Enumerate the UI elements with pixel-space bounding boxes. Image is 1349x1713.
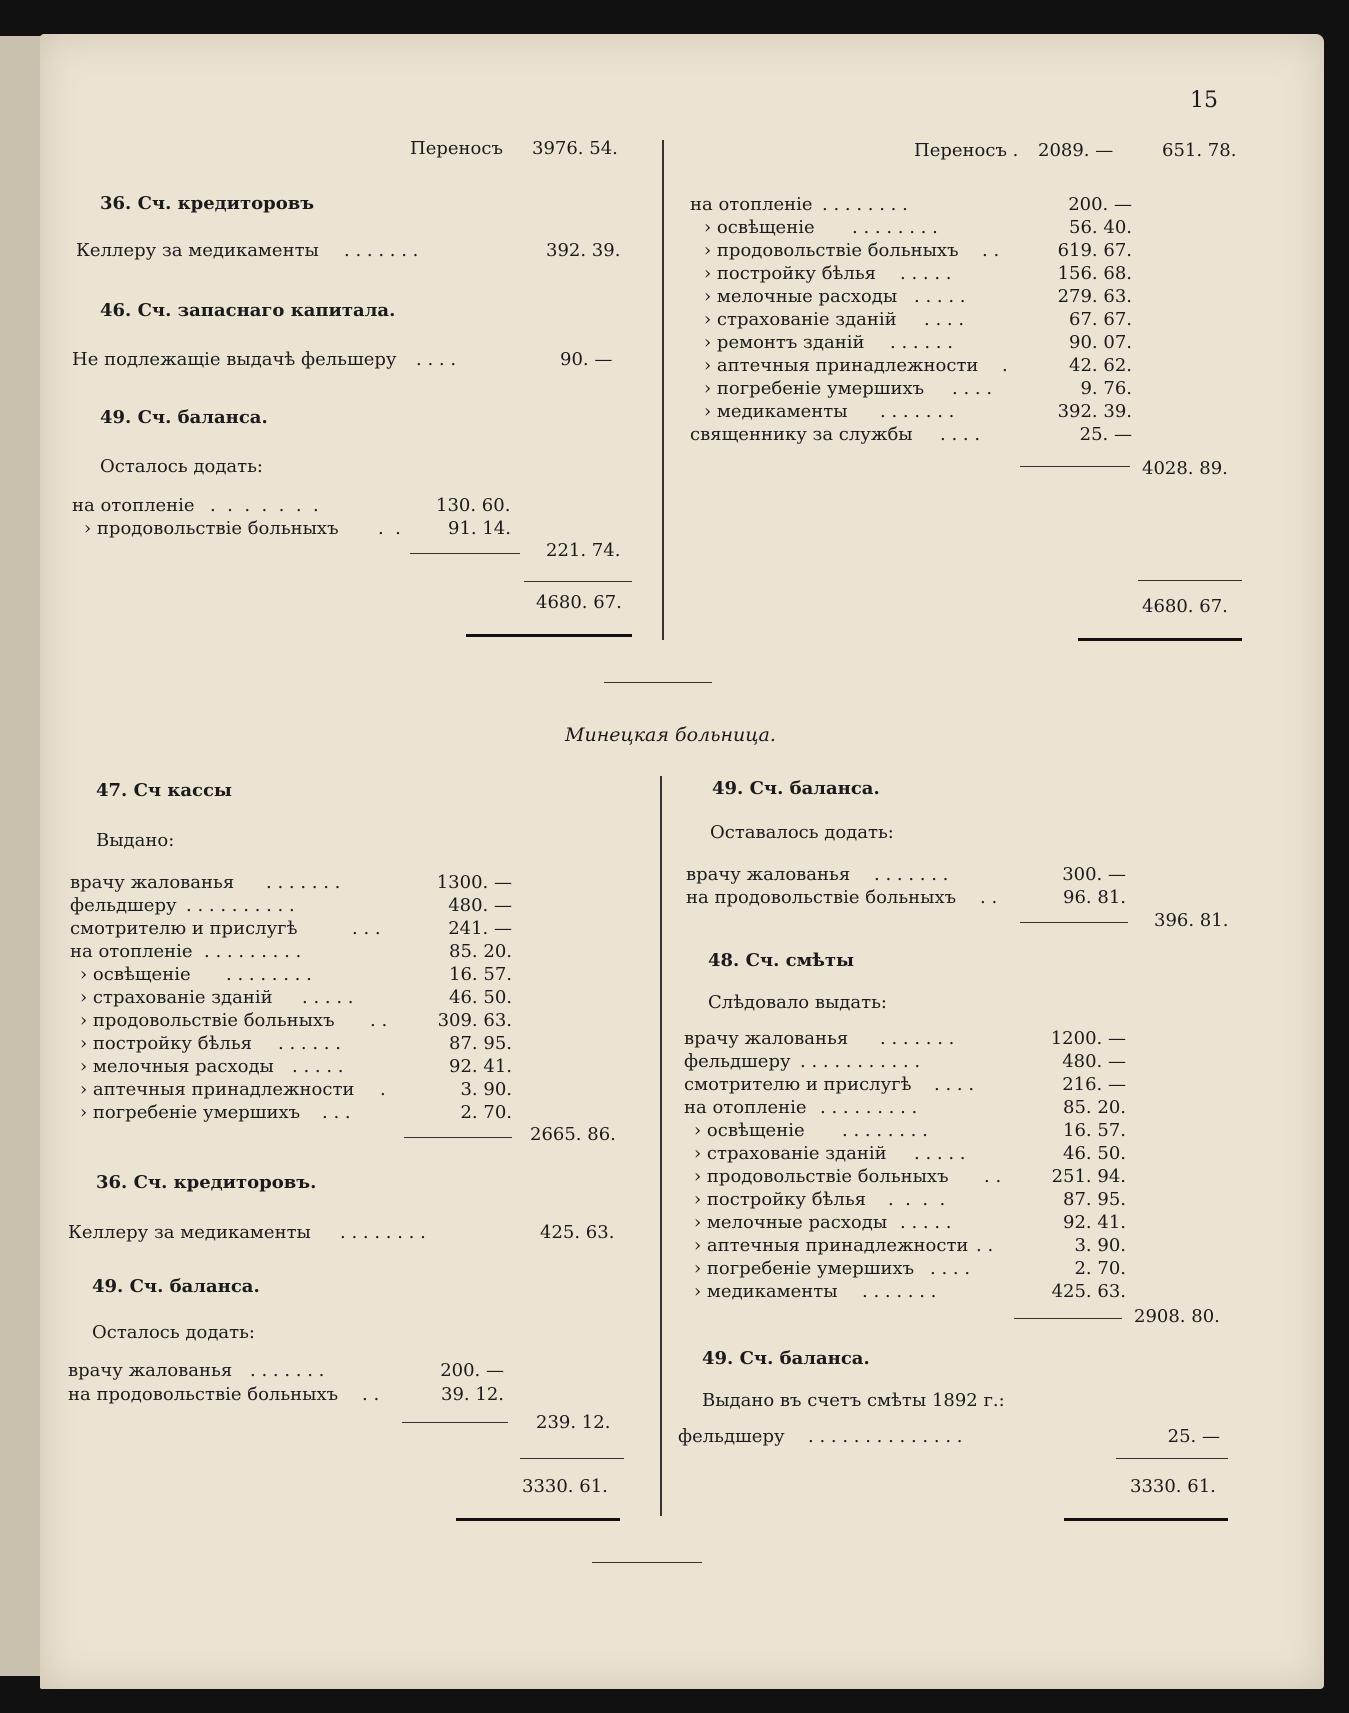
top-right-row: › мелочные расходы	[704, 286, 898, 307]
leader-dots: . . . .	[888, 1189, 946, 1210]
top-left-keller: Келлеру за медикаменты	[76, 240, 319, 261]
top-right-row: › ремонтъ зданій	[704, 332, 865, 353]
bottom-right-feldsheru: фельдшеру	[678, 1426, 785, 1447]
top-right-row-amount: 279. 63.	[1057, 286, 1132, 307]
bottom-left-row-amount: 3. 90.	[460, 1079, 512, 1100]
double-rule	[1078, 638, 1242, 641]
top-right-row-amount: 56. 40.	[1069, 217, 1132, 238]
leader-dots: . . . . . . .	[344, 240, 419, 261]
leader-dots: . .	[370, 1010, 388, 1031]
top-left-total: 4680. 67.	[536, 592, 622, 613]
leader-dots: . . . . . . . .	[842, 1120, 928, 1141]
leader-dots: . . . . . . . .	[822, 194, 908, 215]
top-left-row: › продовольствіе больныхъ	[84, 518, 339, 539]
top-right-row: священнику за службы	[690, 424, 913, 445]
bottom-right-acc49b: 49. Сч. баланса.	[702, 1348, 870, 1369]
leader-dots: . . . . . . . .	[340, 1222, 426, 1243]
top-left-ne-podl-amount: 90. —	[560, 349, 613, 370]
leader-dots: . . . . . . .	[250, 1360, 325, 1381]
double-rule	[456, 1518, 620, 1521]
top-left-perenos-amount: 3976. 54.	[532, 138, 618, 159]
bottom-left-row: › мелочныя расходы	[80, 1056, 274, 1077]
bottom-left-ostalos: Осталось додать:	[92, 1322, 255, 1343]
leader-dots: . .	[980, 887, 998, 908]
bottom-right-row2: смотрителю и прислугѣ	[684, 1074, 912, 1095]
bottom-left-row2: врачу жалованья	[68, 1360, 233, 1381]
rule	[520, 1458, 624, 1459]
bottom-left-row: на отопленіе	[70, 941, 193, 962]
bottom-right-row2-amount: 251. 94.	[1051, 1166, 1126, 1187]
top-left-acc49: 49. Сч. баланса.	[100, 407, 268, 428]
bottom-right-row2: на отопленіе	[684, 1097, 807, 1118]
bottom-right-row2: › аптечныя принадлежности	[694, 1235, 969, 1256]
top-right-subtotal: 4028. 89.	[1142, 458, 1228, 479]
bottom-right-row2: врачу жалованья	[684, 1028, 849, 1049]
bottom-left-row: › продовольствіе больныхъ	[80, 1010, 335, 1031]
leader-dots: . . . . . . . .	[226, 964, 312, 985]
leader-dots: .	[380, 1079, 386, 1100]
bottom-right-row2: › погребеніе умершихъ	[694, 1258, 915, 1279]
top-right-row: › аптечныя принадлежности	[704, 355, 979, 376]
top-right-row-amount: 90. 07.	[1069, 332, 1132, 353]
bottom-left-subtotal2: 239. 12.	[536, 1412, 611, 1433]
bottom-left-row: › аптечныя принадлежности	[80, 1079, 355, 1100]
bottom-left-keller: Келлеру за медикаменты	[68, 1222, 311, 1243]
top-right-row: › погребеніе умершихъ	[704, 378, 925, 399]
double-rule	[466, 634, 632, 637]
bottom-right-row2-amount: 87. 95.	[1063, 1189, 1126, 1210]
bottom-right-row2-amount: 46. 50.	[1063, 1143, 1126, 1164]
bottom-left-row2: на продовольствіе больныхъ	[68, 1384, 339, 1405]
bottom-right-row2: › продовольствіе больныхъ	[694, 1166, 949, 1187]
leader-dots: . . . . . . . . . .	[186, 895, 295, 916]
leader-dots: . .	[984, 1166, 1002, 1187]
leader-dots: . . . . . . .	[210, 495, 319, 516]
top-right-row-amount: 9. 76.	[1080, 378, 1132, 399]
leader-dots: . . . . .	[914, 286, 966, 307]
page-number: 15	[1190, 88, 1218, 113]
leader-dots: . . . .	[934, 1074, 975, 1095]
top-right-row-amount: 619. 67.	[1057, 240, 1132, 261]
bottom-left-subtotal: 2665. 86.	[530, 1124, 616, 1145]
bottom-right-row1-amount: 96. 81.	[1063, 887, 1126, 908]
bottom-left-row-amount: 241. —	[448, 918, 512, 939]
bottom-right-row2-amount: 3. 90.	[1074, 1235, 1126, 1256]
bottom-left-total: 3330. 61.	[522, 1476, 608, 1497]
rule	[1014, 1318, 1122, 1319]
bottom-right-row2: фельдшеру	[684, 1051, 791, 1072]
top-right-perenos-amount2: 651. 78.	[1162, 140, 1237, 161]
bottom-left-row: › погребеніе умершихъ	[80, 1102, 301, 1123]
leader-dots: . . . . . .	[278, 1033, 341, 1054]
leader-dots: . . . .	[940, 424, 981, 445]
top-right-row-amount: 156. 68.	[1057, 263, 1132, 284]
top-right-row: › освѣщеніе	[704, 217, 815, 238]
bottom-left-row: фельдшеру	[70, 895, 177, 916]
leader-dots: . . . . .	[292, 1056, 344, 1077]
top-right-perenos-amount: 2089. —	[1038, 140, 1114, 161]
leader-dots: . . . .	[924, 309, 965, 330]
top-right-row: на отопленіе	[690, 194, 813, 215]
bottom-right-vydano-smeta: Выдано въ счетъ смѣты 1892 г.:	[702, 1390, 1005, 1411]
leader-dots: . . . . . . .	[880, 401, 955, 422]
rule	[1138, 580, 1242, 581]
leader-dots: . . . .	[416, 349, 457, 370]
top-left-row: на отопленіе	[72, 495, 195, 516]
bottom-left-row: врачу жалованья	[70, 872, 235, 893]
leader-dots: . . .	[322, 1102, 351, 1123]
top-left-row-amount: 91. 14.	[448, 518, 511, 539]
bottom-right-row2-amount: 2. 70.	[1074, 1258, 1126, 1279]
bottom-right-row2-amount: 85. 20.	[1063, 1097, 1126, 1118]
leader-dots: . . . .	[930, 1258, 971, 1279]
top-left-ne-podl: Не подлежащіе выдачѣ фельшеру	[72, 349, 397, 370]
bottom-right-sledovalo: Слѣдовало выдать:	[708, 992, 887, 1013]
rule	[404, 1137, 512, 1138]
bottom-right-row2-amount: 480. —	[1062, 1051, 1126, 1072]
top-right-row-amount: 392. 39.	[1057, 401, 1132, 422]
bottom-right-row2: › медикаменты	[694, 1281, 838, 1302]
bottom-right-row2-amount: 1200. —	[1050, 1028, 1126, 1049]
rule	[1020, 922, 1128, 923]
bottom-right-subtotal1: 396. 81.	[1154, 910, 1229, 931]
leader-dots: . . . . .	[900, 263, 952, 284]
top-right-row-amount: 25. —	[1079, 424, 1132, 445]
bottom-right-acc48: 48. Сч. смѣты	[708, 950, 855, 971]
bottom-right-feldsheru-amount: 25. —	[1167, 1426, 1220, 1447]
top-left-ostalos: Осталось додать:	[100, 456, 263, 477]
leader-dots: . . . . .	[302, 987, 354, 1008]
leader-dots: . . .	[352, 918, 381, 939]
leader-dots: . . . . . . . . . . . . . .	[808, 1426, 963, 1447]
bottom-right-row1: на продовольствіе больныхъ	[686, 887, 957, 908]
bottom-right-row2-amount: 92. 41.	[1063, 1212, 1126, 1233]
bottom-left-row: смотрителю и прислугѣ	[70, 918, 298, 939]
bottom-left-row-amount: 16. 57.	[449, 964, 512, 985]
bottom-right-subtotal2: 2908. 80.	[1134, 1306, 1220, 1327]
rule	[1116, 1458, 1228, 1459]
bottom-left-row-amount: 92. 41.	[449, 1056, 512, 1077]
bottom-left-row-amount: 85. 20.	[449, 941, 512, 962]
top-right-total: 4680. 67.	[1142, 596, 1228, 617]
bottom-left-row2-amount: 39. 12.	[441, 1384, 504, 1405]
bottom-left-row-amount: 87. 95.	[449, 1033, 512, 1054]
leader-dots: . . . . .	[914, 1143, 966, 1164]
leader-dots: . . . . . . . .	[852, 217, 938, 238]
double-rule	[1064, 1518, 1228, 1521]
top-left-keller-amount: 392. 39.	[546, 240, 621, 261]
top-left-perenos: Переносъ	[410, 138, 503, 159]
leader-dots: . .	[976, 1235, 994, 1256]
leader-dots: . . . . . . . . . . .	[800, 1051, 921, 1072]
bottom-right-total: 3330. 61.	[1130, 1476, 1216, 1497]
bottom-left-row-amount: 480. —	[448, 895, 512, 916]
rule	[402, 1422, 508, 1423]
leader-dots: . . . . .	[900, 1212, 952, 1233]
bottom-left-row-amount: 309. 63.	[437, 1010, 512, 1031]
leader-dots: .	[1002, 355, 1008, 376]
facing-page-edge	[0, 36, 44, 1676]
bottom-left-acc47: 47. Сч кассы	[96, 780, 232, 801]
top-left-subtotal: 221. 74.	[546, 540, 621, 561]
leader-dots: . .	[378, 518, 401, 539]
top-left-acc36: 36. Сч. кредиторовъ	[100, 193, 315, 214]
rule	[1020, 466, 1130, 467]
column-divider	[662, 140, 664, 640]
leader-dots: . . . . . . .	[874, 864, 949, 885]
bottom-left-row-amount: 46. 50.	[449, 987, 512, 1008]
leader-dots: . .	[982, 240, 1000, 261]
bottom-right-row1-amount: 300. —	[1062, 864, 1126, 885]
section-separator	[604, 682, 712, 683]
top-right-perenos: Переносъ .	[914, 140, 1019, 161]
bottom-left-keller-amount: 425. 63.	[540, 1222, 615, 1243]
top-left-row-amount: 130. 60.	[436, 495, 511, 516]
bottom-right-ostavalos: Оставалось додать:	[710, 822, 894, 843]
bottom-left-row-amount: 1300. —	[436, 872, 512, 893]
leader-dots: . . . .	[952, 378, 993, 399]
leader-dots: . . . . . . . . .	[204, 941, 302, 962]
top-right-row: › постройку бѣлья	[704, 263, 876, 284]
bottom-left-row-amount: 2. 70.	[460, 1102, 512, 1123]
rule	[410, 553, 520, 554]
bottom-left-acc36: 36. Сч. кредиторовъ.	[96, 1172, 317, 1193]
bottom-left-acc49: 49. Сч. баланса.	[92, 1276, 260, 1297]
leader-dots: . . . . . . .	[862, 1281, 937, 1302]
top-right-row: › медикаменты	[704, 401, 848, 422]
bottom-right-row1: врачу жалованья	[686, 864, 851, 885]
bottom-right-row2: › постройку бѣлья	[694, 1189, 866, 1210]
leader-dots: . . . . . . . . .	[820, 1097, 918, 1118]
top-right-row: › продовольствіе больныхъ	[704, 240, 959, 261]
bottom-left-vydano: Выдано:	[96, 830, 175, 851]
leader-dots: . . . . . . .	[880, 1028, 955, 1049]
section-title: Минецкая больница.	[565, 724, 776, 746]
top-left-acc46: 46. Сч. запаснаго капитала.	[100, 300, 396, 321]
top-right-row-amount: 42. 62.	[1069, 355, 1132, 376]
column-divider	[660, 776, 662, 1516]
bottom-right-row2: › мелочные расходы	[694, 1212, 888, 1233]
top-right-row: › страхованіе зданій	[704, 309, 897, 330]
top-right-row-amount: 200. —	[1068, 194, 1132, 215]
leader-dots: . . . . . .	[890, 332, 953, 353]
bottom-right-acc49a: 49. Сч. баланса.	[712, 778, 880, 799]
leader-dots: . .	[362, 1384, 380, 1405]
bottom-left-row: › освѣщеніе	[80, 964, 191, 985]
bottom-right-row2-amount: 216. —	[1062, 1074, 1126, 1095]
top-right-row-amount: 67. 67.	[1069, 309, 1132, 330]
bottom-right-row2-amount: 425. 63.	[1051, 1281, 1126, 1302]
bottom-left-row: › постройку бѣлья	[80, 1033, 252, 1054]
leader-dots: . . . . . . .	[266, 872, 341, 893]
section-separator	[592, 1562, 702, 1563]
bottom-left-row2-amount: 200. —	[440, 1360, 504, 1381]
rule	[524, 581, 632, 582]
bottom-right-row2: › освѣщеніе	[694, 1120, 805, 1141]
bottom-right-row2-amount: 16. 57.	[1063, 1120, 1126, 1141]
bottom-left-row: › страхованіе зданій	[80, 987, 273, 1008]
bottom-right-row2: › страхованіе зданій	[694, 1143, 887, 1164]
